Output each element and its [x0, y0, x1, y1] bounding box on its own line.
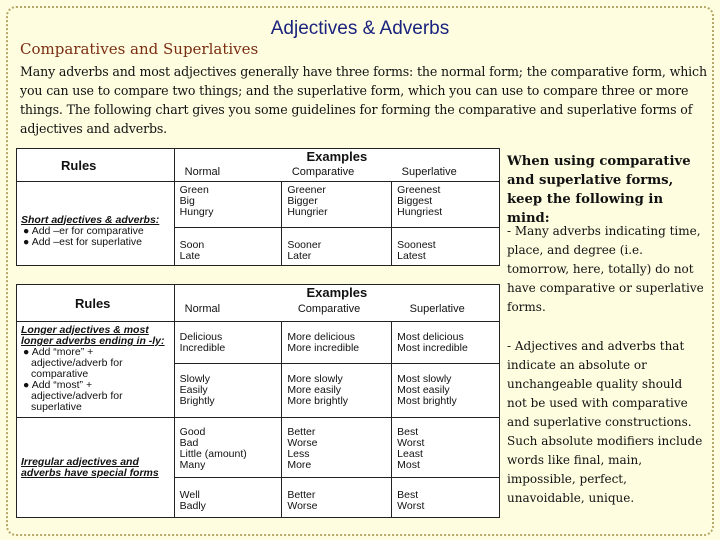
col-normal: Normal [174, 302, 282, 322]
rule-long-title: Longer adjectives & most longer adverbs ending in -ly: [21, 324, 165, 347]
rules-header: Rules [17, 149, 175, 182]
cell-normal: Green Big Hungry [174, 182, 282, 228]
rules-header: Rules [17, 285, 175, 322]
cell-normal: Good Bad Little (amount) Many [174, 418, 282, 478]
cell-comparative: Better Worse Less More [282, 418, 392, 478]
examples-header: Examples [174, 285, 499, 302]
cell-comparative: Greener Bigger Hungrier [282, 182, 392, 228]
rules-table-long [16, 284, 500, 518]
examples-header: Examples [174, 149, 499, 165]
section-subtitle: Comparatives and Superlatives [20, 40, 259, 58]
cell-comparative: More slowly More easily More brightly [282, 364, 392, 418]
col-comparative: Comparative [282, 165, 392, 182]
cell-normal: Delicious Incredible [174, 322, 282, 364]
col-superlative: Superlative [392, 165, 500, 182]
cell-superlative: Soonest Latest [392, 228, 500, 266]
sidebar-point-2: - Adjectives and adverbs that indicate an absolute or unchangeable quality should not be used with comparative and superlative constructions. Such absolute modifiers include words like final, main, impossible, perfect, unavoidable, unique. [507, 339, 703, 505]
cell-superlative: Best Worst Least Most [392, 418, 500, 478]
slide-title: Adjectives & Adverbs [270, 18, 450, 39]
rule-short [17, 182, 175, 266]
sidebar-point-1: - Many adverbs indicating time, place, and degree (i.e. tomorrow, here, totally) do not have comparative or superlative forms. [507, 224, 704, 314]
col-superlative: Superlative [392, 302, 500, 322]
cell-normal: Soon Late [174, 228, 282, 266]
rule-bullet: ● Add “most” + adjective/adverb for superlative [23, 379, 123, 413]
rules-table-short [16, 148, 500, 266]
rule-long [17, 322, 175, 418]
cell-superlative: Most slowly Most easily Most brightly [392, 364, 500, 418]
rule-bullet: ● Add –est for superlative [23, 235, 142, 248]
rule-bullet: ● Add “more” + adjective/adverb for comparative [23, 346, 123, 380]
cell-comparative: Better Worse [282, 478, 392, 518]
sidebar-heading: When using comparative and superlative forms, keep the following in mind: [507, 154, 691, 226]
col-comparative: Comparative [282, 302, 392, 322]
rule-irregular-title: Irregular adjectives and adverbs have special forms [21, 455, 159, 479]
cell-superlative: Best Worst [392, 478, 500, 518]
cell-comparative: Sooner Later [282, 228, 392, 266]
col-normal: Normal [174, 165, 282, 182]
rule-bullet: ● Add –er for comparative [23, 224, 144, 237]
cell-normal: Well Badly [174, 478, 282, 518]
rule-short-title: Short adjectives & adverbs: [21, 213, 160, 226]
rule-irregular [17, 418, 175, 518]
intro-paragraph: Many adverbs and most adjectives generally have three forms: the normal form; the comparative form, which you can use to compare two things; and the superlative form, which you can use to compare three or more things. The following chart gives you some guidelines for forming the comparative and superlative forms of adjectives and adverbs. [20, 64, 707, 136]
cell-superlative: Greenest Biggest Hungriest [392, 182, 500, 228]
cell-comparative: More delicious More incredible [282, 322, 392, 364]
cell-normal: Slowly Easily Brightly [174, 364, 282, 418]
cell-superlative: Most delicious Most incredible [392, 322, 500, 364]
